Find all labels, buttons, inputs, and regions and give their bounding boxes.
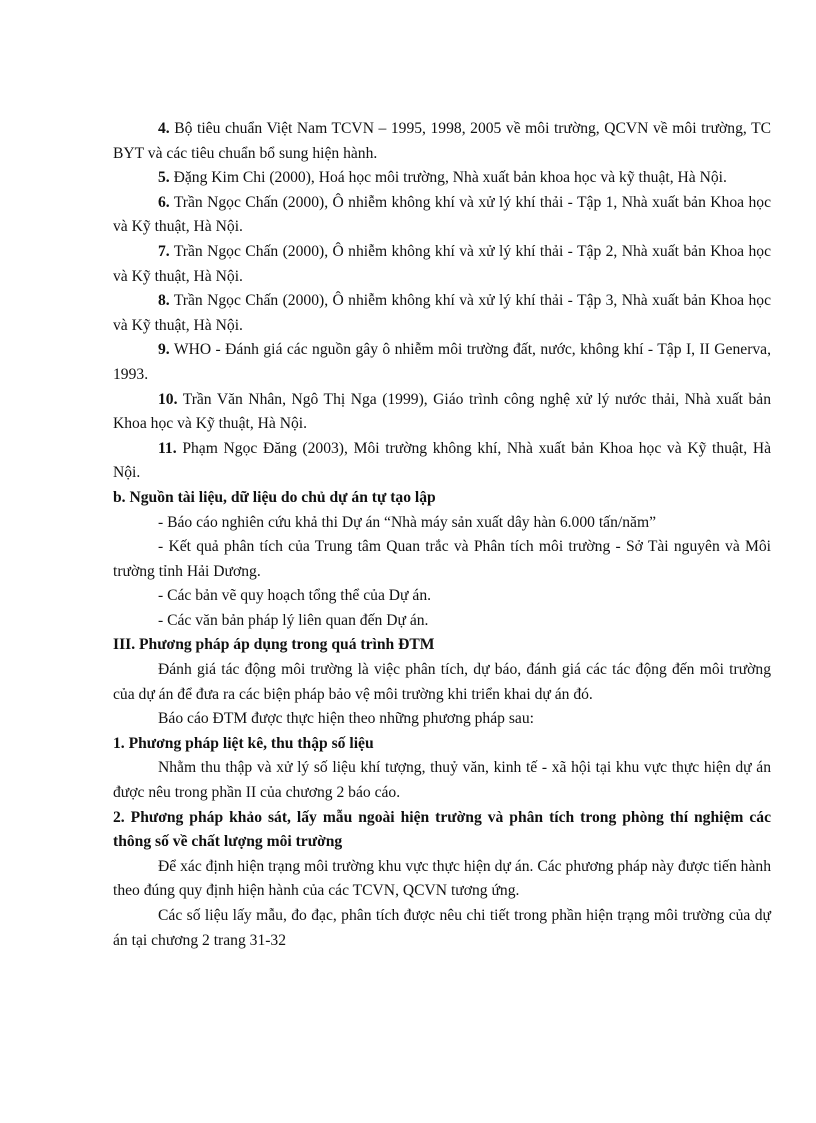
reference-text: Trần Văn Nhân, Ngô Thị Nga (1999), Giáo trình công nghệ xử lý nước thải, Nhà xuất bản Khoa học và Kỹ thuật, Hà Nội. [113, 390, 771, 433]
section-iii-paragraph: Báo cáo ĐTM được thực hiện theo những phương pháp sau: [158, 710, 534, 728]
section-b-item: - Kết quả phân tích của Trung tâm Quan trắc và Phân tích môi trường - Sở Tài nguyên và Môi trường tỉnh Hải Dương. [113, 538, 771, 580]
section-iii-paragraph: Đánh giá tác động môi trường là việc phân tích, dự báo, đánh giá các tác động đến môi trường của dự án để đưa ra các biện pháp bảo vệ môi trường khi triển khai dự án đó. [113, 661, 771, 703]
method-2-heading: 2. Phương pháp khảo sát, lấy mẫu ngoài hiện trường và phân tích trong phòng thí nghiệm các thông số về chất lượng môi trường [113, 808, 771, 851]
method-1-heading: 1. Phương pháp liệt kê, thu thập số liệu [113, 734, 374, 752]
reference-10 [113, 388, 771, 437]
section-b-heading: b. Nguồn tài liệu, dữ liệu do chủ dự án tự tạo lập [113, 488, 436, 506]
reference-text: WHO - Đánh giá các nguồn gây ô nhiễm môi trường đất, nước, không khí - Tập I, II Generva, 1993. [113, 341, 771, 383]
reference-text: Đặng Kim Chi (2000), Hoá học môi trường, Nhà xuất bản khoa học và kỹ thuật, Hà Nội. [169, 169, 727, 187]
method-1-paragraph: Nhằm thu thập và xử lý số liệu khí tượng, thuỷ văn, kinh tế - xã hội tại khu vực thực hiện dự án được nêu trong phần II của chương 2 báo cáo. [113, 759, 771, 802]
method-2-paragraph: Các số liệu lấy mẫu, đo đạc, phân tích được nêu chi tiết trong phần hiện trạng môi trường của dự án tại chương 2 trang 31-32 [113, 907, 771, 949]
reference-number: 11. [158, 439, 177, 457]
reference-11 [113, 437, 771, 486]
document-page [113, 117, 771, 953]
reference-6 [113, 191, 771, 240]
reference-number: 6. [158, 193, 170, 211]
reference-number: 9. [158, 341, 170, 359]
reference-number: 5. [158, 169, 170, 187]
reference-9 [113, 338, 771, 387]
reference-text: Phạm Ngọc Đăng (2003), Môi trường không khí, Nhà xuất bản Khoa học và Kỹ thuật, Hà Nội. [113, 439, 771, 482]
reference-text: Bộ tiêu chuẩn Việt Nam TCVN – 1995, 1998, 2005 về môi trường, QCVN về môi trường, TC BYT và các tiêu chuẩn bổ sung hiện hành. [113, 120, 771, 162]
section-iii-heading: III. Phương pháp áp dụng trong quá trình ĐTM [113, 636, 435, 654]
reference-number: 7. [158, 242, 170, 260]
reference-8 [113, 289, 771, 338]
reference-7 [113, 240, 771, 289]
reference-4 [113, 117, 771, 166]
reference-5 [113, 166, 771, 191]
reference-text: Trần Ngọc Chấn (2000), Ô nhiễm không khí và xử lý khí thải - Tập 1, Nhà xuất bản Khoa học và Kỹ thuật, Hà Nội. [113, 193, 771, 236]
section-b-item: - Các bản vẽ quy hoạch tổng thể của Dự án. [158, 587, 432, 605]
reference-number: 8. [158, 292, 170, 310]
reference-number: 10. [158, 390, 178, 408]
reference-text: Trần Ngọc Chấn (2000), Ô nhiễm không khí và xử lý khí thải - Tập 3, Nhà xuất bản Khoa học và Kỹ thuật, Hà Nội. [113, 292, 771, 334]
section-b-item: - Các văn bản pháp lý liên quan đến Dự án. [158, 611, 429, 629]
reference-text: Trần Ngọc Chấn (2000), Ô nhiễm không khí và xử lý khí thải - Tập 2, Nhà xuất bản Khoa học và Kỹ thuật, Hà Nội. [113, 242, 771, 285]
reference-number: 4. [158, 120, 170, 137]
method-2-paragraph: Để xác định hiện trạng môi trường khu vực thực hiện dự án. Các phương pháp này được tiến hành theo đúng quy định hiện hành của các TCVN, QCVN tương ứng. [113, 857, 771, 900]
section-b-item: - Báo cáo nghiên cứu khả thi Dự án “Nhà máy sản xuất dây hàn 6.000 tấn/năm” [158, 513, 656, 531]
